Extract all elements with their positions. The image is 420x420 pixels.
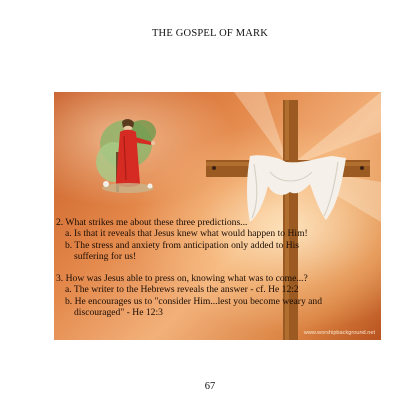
answer-2a: a. Is that it reveals that Jesus knew what would happen to Him! <box>65 228 308 240</box>
watermark: www.worshipbackground.net <box>303 330 375 336</box>
spacer <box>56 262 381 273</box>
slide-image <box>54 92 381 340</box>
page-header: THE GOSPEL OF MARK <box>151 28 269 39</box>
question-2: 2. What strikes me about these three predictions... <box>56 217 248 228</box>
page-number: 67 <box>204 381 216 392</box>
slide-text <box>56 217 381 318</box>
answer-3b-continued: discouraged" - He 12:3 <box>74 307 163 319</box>
figure-illustration <box>96 119 156 193</box>
answer-2b: b. The stress and anxiety from anticipation only added to His <box>65 239 300 251</box>
answer-3b: b. He encourages us to "consider Him...lest you become weary and <box>65 295 323 307</box>
answer-2b-continued: suffering for us! <box>74 250 137 262</box>
question-3: 3. How was Jesus able to press on, knowing what was to come...? <box>56 273 308 285</box>
answer-3a: a. The writer to the Hebrews reveals the answer - cf. He 12:2 <box>65 284 299 296</box>
